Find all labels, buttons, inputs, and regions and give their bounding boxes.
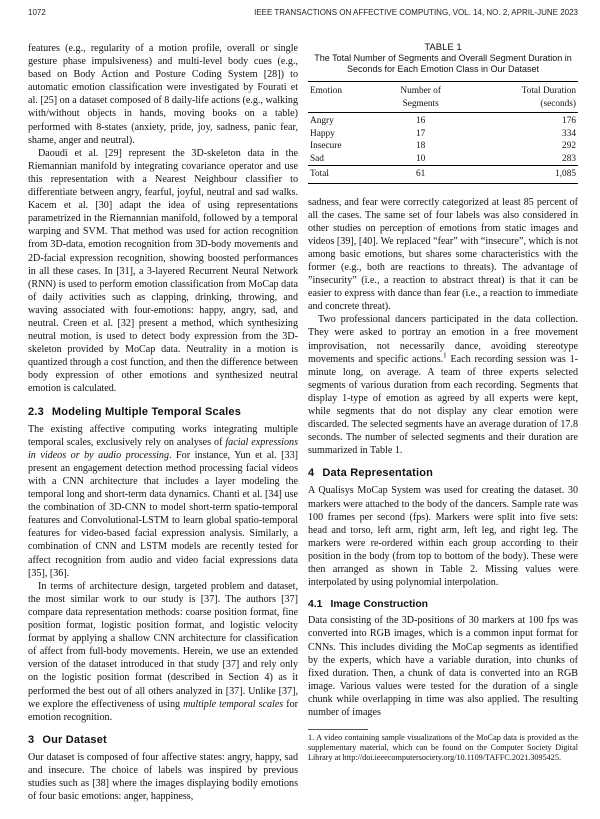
table-1 (308, 42, 578, 184)
table-cell: 18 (416, 141, 426, 151)
table-row (308, 140, 578, 153)
table-cell: Total (308, 166, 378, 184)
running-header (28, 8, 578, 17)
table-cell: 176 (562, 116, 576, 126)
table-row (308, 153, 578, 166)
column-subheader: Segments (378, 98, 463, 113)
section-heading-2-3: 2.3 Modeling Multiple Temporal Scales (28, 405, 242, 418)
paragraph: The existing affective computing works integrating multiple temporal scales, exclusively rely on analyses of facial expressions in videos or by audio processing. For instance, Yun et al. [33] present an engagement detection method processing facial videos with a CNN architecture that includes a layer modeling the temporal long and short-term data dynamics. Chanti et al. [34] use the combination of 3D-CNN to model short-term spatio-temporal features and Convolutional-LSTM to learn global spatio-temporal features for video-based facial expression analysis. Similarly, a combination of CNN and LSTM models are recently tested for affect recognition from audio and video facial expressions data [35], [36]. (28, 423, 298, 579)
table-cell: Angry (310, 116, 334, 126)
footnote-marker: 1 (443, 351, 447, 360)
footnote: 1. A video containing sample visualizations of the MoCap data is provided as the supplementary material, which can be found on the Computer Society Digital Library at http://doi.ieeecomputersociety.org/10.1109/TAFFC.2021.3095425. (308, 733, 578, 763)
table-total-row (308, 166, 578, 184)
left-column (28, 42, 298, 803)
paragraph: A Qualisys MoCap System was used for creating the dataset. 30 markers were attached to the body of the dancers. Sample rate was 100 frames per second (fps). Markers were split into five sets: head and torso, left arm, right arm, left leg, and right leg. The markers were re-ordered within each group according to their position in the body (from top to bottom of the body). These were then arranged as shown in Table 2. Missing values were interpolated by using polynomial interpolation. (308, 485, 578, 589)
paragraph: Data consisting of the 3D-positions of 30 markers at 100 fps was converted into RGB images, which is a common input format for CNNs. This includes dividing the MoCap segments as identified by the experts, which have a variable duration, into chunks of fixed duration. Then, a chunk of data is converted into an RGB image. Various values were tested for the duration of a single chunk while overlapping in time was also applied. The resulting number of images (308, 615, 578, 718)
page-number: 1072 (28, 8, 46, 17)
table-cell: Insecure (310, 141, 342, 151)
table-cell: 17 (416, 128, 426, 139)
data-table (308, 81, 578, 184)
column-header: Emotion (308, 82, 378, 98)
right-column (308, 42, 578, 763)
column-header: Total Duration (463, 82, 578, 98)
table-title: The Total Number of Segments and Overall Segment Duration in Seconds for Each Emotion Class in Our Dataset (314, 53, 572, 74)
table-cell: 334 (562, 128, 576, 139)
table-row (308, 113, 578, 128)
paragraph: In terms of architecture design, targeted problem and dataset, the most similar work to our study is [37]. The authors [37] compare data representation methods: coarse position format, fine position format, logistic position format, and logistic velocity format by applying a shallow CNN architecture for classification of affect from full-body movements. Herein, we use an extended version of the dataset introduced in that study [37] and rely only on the logistic position format (described in Section 4) as it performed the best out of all others analyzed in [37]. Unlike [37], we explore the effectiveness of using multiple temporal scales for emotion recognition. (28, 580, 298, 723)
table-cell: Sad (310, 153, 324, 164)
column-header: Number of (378, 82, 463, 98)
section-heading-4: 4 Data Representation (308, 467, 434, 480)
paragraph: features (e.g., regularity of a motion profile, overall or single gesture phase impulsiveness) and multi-level body cues (e.g., based on Body Action and Posture Coding System [28]) to automatic emotion classification were investigated by Fourati et al. [25] on a dataset composed of 8 daily-life actions (e.g., walking with/without objects in hands, moving books on a table) performed with 8-states (anxiety, pride, joy, sadness, panic fear, shame, anger and neutral). (28, 43, 298, 146)
table-cell: 10 (416, 153, 426, 164)
table-cell: 292 (562, 141, 576, 151)
column-subheader (308, 98, 378, 113)
journal-title: IEEE TRANSACTIONS ON AFFECTIVE COMPUTING, VOL. 14, NO. 2, APRIL-JUNE 2023 (254, 8, 578, 17)
table-label: TABLE 1 (424, 42, 462, 53)
table-cell: 16 (416, 116, 426, 126)
paragraph: Daoudi et al. [29] represent the 3D-skeleton data in the Riemannian manifold by integrating covariance operator and use this representation with a Nearest Neighbour classifier to differentiate between angry, fearful, joyful, neutral and sad walks. Kacem et al. [30] adapt the idea of using representations parametrized in the Riemannian manifold, followed by a temporal warping and SVM. That method was used for action recognition from 3D-data, emotion recognition from 3D-body movements and 2D-facial expression recognition, showing boosted performances in all these cases. In [31], a 3-layered Recurrent Neural Network (RNN) is used to perform emotion classification from MoCap data of daily activities such as clapping, drinking, throwing, and waving associated with four-emotions: happy, angry, sad, and neutral. Creen et al. [32] present a method, which synthesizing neutral motion, is used to detect body expression from the 3D-skeleton provided by MoCap data. Neutrality in a motion is quantized through a cost function, and then the difference between body expression of other emotions and synthesized neutral emotion is calculated. (28, 147, 298, 395)
section-heading-3: 3 Our Dataset (28, 733, 107, 746)
paragraph: Two professional dancers participated in the data collection. They were asked to portray an emotion in a free movement improvisation, not necessarily dance, avoiding stereotype movements and specific actions.$^1$ Each recording session was 1-minute long, on average. A team of three experts selected segments of various duration from each recording. Segments that display 1-type of emotion as agreed by all experts were kept, while segments that do not display any clear emotion were discarded. The selected segments have an average duration of 17.8 seconds. The number of selected segments and their duration are summarized in Table 1. (308, 314, 579, 457)
table-cell: 61 (378, 166, 463, 184)
section-heading-4-1: 4.1 Image Construction (308, 599, 429, 611)
table-caption (308, 42, 578, 75)
table-cell: 1,085 (463, 166, 578, 184)
paragraph: Our dataset is composed of four affective states: angry, happy, sad and insecure. The choice of labels was inspired by previous studies such as [38] where the images displaying bodily emotions of four basic emotions: anger, happiness, (28, 751, 298, 803)
column-subheader: (seconds) (463, 98, 578, 113)
footnote-divider (308, 729, 368, 730)
table-cell: 283 (562, 153, 576, 164)
table-cell: Happy (310, 128, 335, 139)
table-row (308, 128, 578, 141)
paragraph: sadness, and fear were correctly categorized at least 85 percent of all the cases. The same set of four labels was also considered in other studies on perception of emotions from static images and videos [39], [40]. We replaced “fear” with “insecure”, which is not among basic emotions, but shares some characteristics with the former (e.g., both are reactions to threats). The advantage of ”insecurity” (i.e., a reaction to abstract threat) is that it can be easier to express with dance than fear (i.e., a reaction to immediate and concrete threat). (308, 196, 578, 313)
